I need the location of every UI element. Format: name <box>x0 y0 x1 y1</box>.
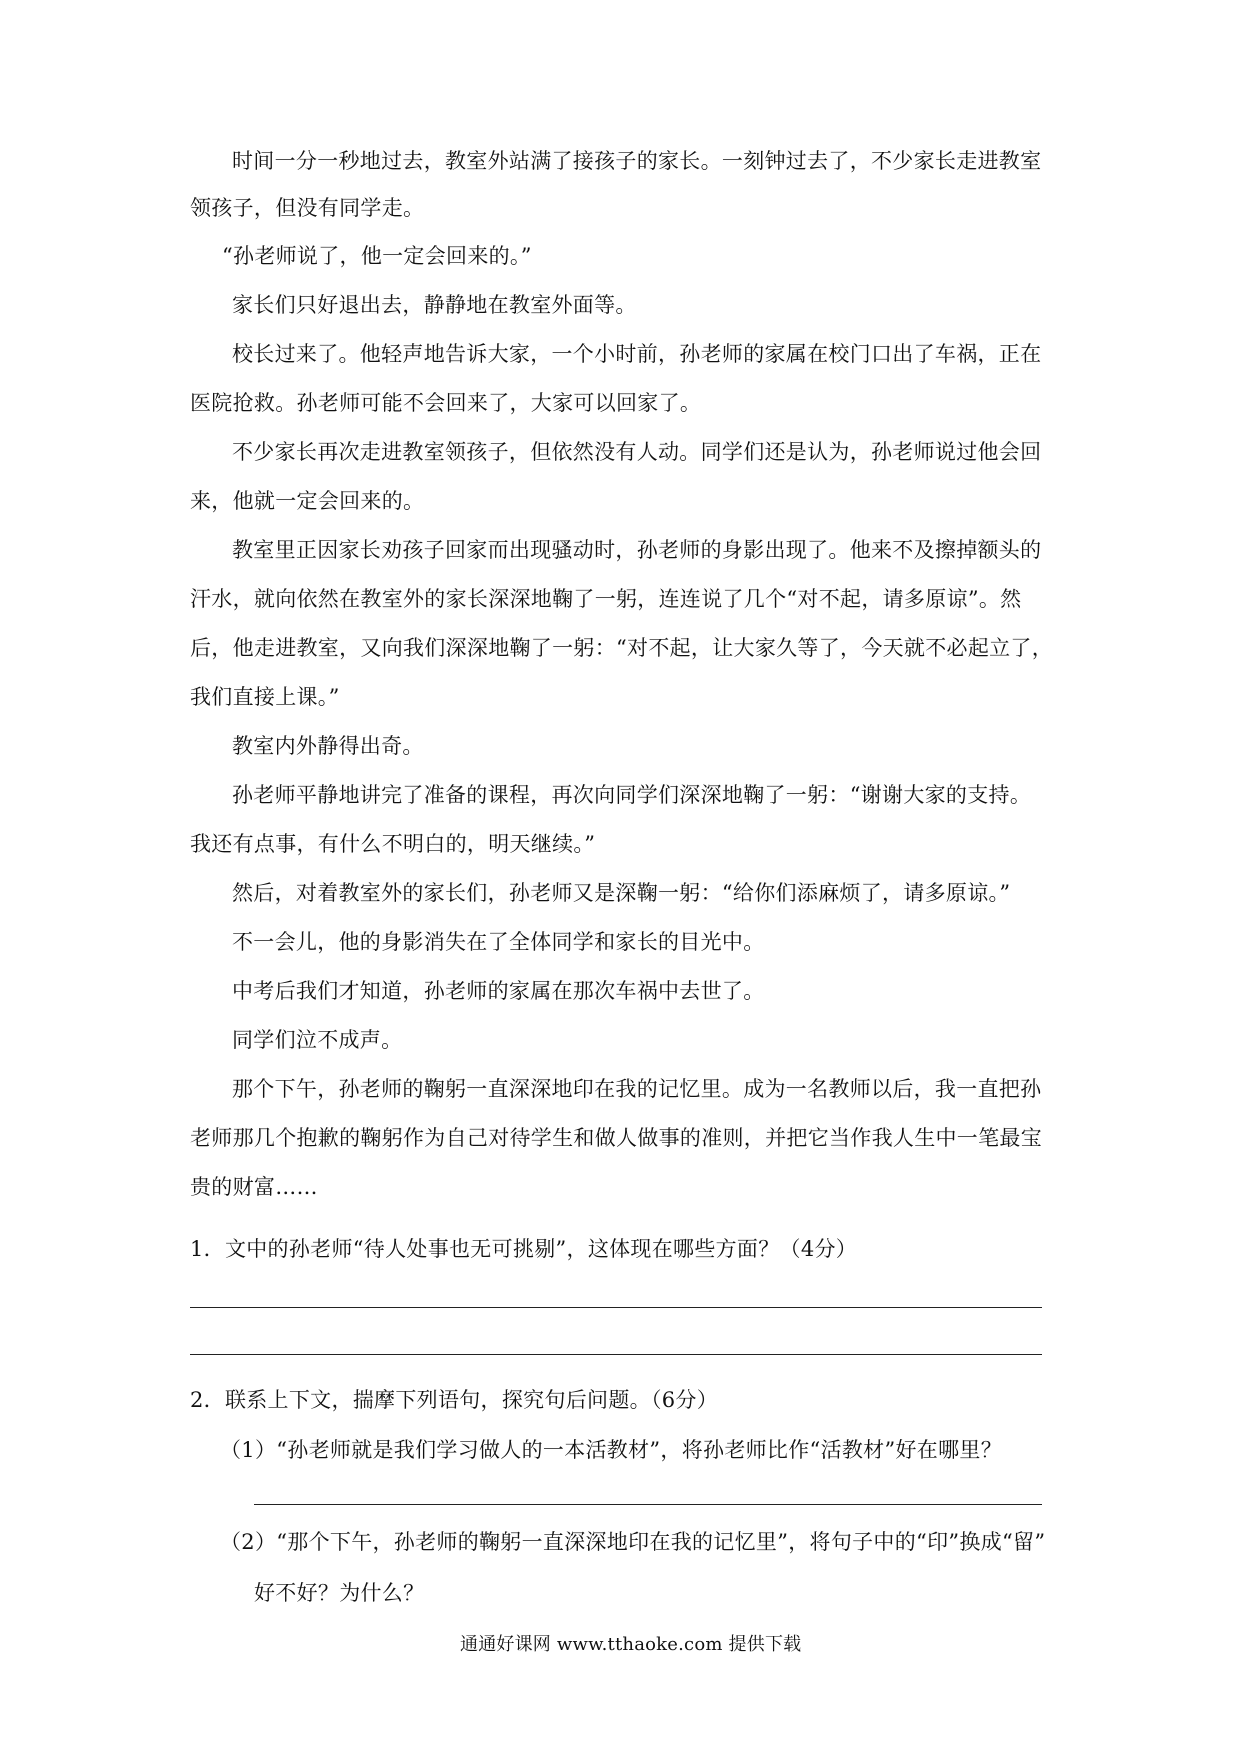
passage-line: 老师那几个抱歉的鞠躬作为自己对待学生和做人做事的准则，并把它当作我人生中一笔最宝 <box>190 1126 1042 1150</box>
passage-line: 时间一分一秒地过去，教室外站满了接孩子的家长。一刻钟过去了，不少家长走进教室 <box>232 149 1042 173</box>
passage-line: 后，他走进教室，又向我们深深地鞠了一躬：“对不起，让大家久等了，今天就不必起立了， <box>190 636 1054 660</box>
passage-line: 教室内外静得出奇。 <box>232 734 424 758</box>
passage-line: 我们直接上课。” <box>190 685 340 709</box>
passage-line: 同学们泣不成声。 <box>232 1028 403 1052</box>
passage-line: 孙老师平静地讲完了准备的课程，再次向同学们深深地鞠了一躬：“谢谢大家的支持。 <box>232 783 1032 807</box>
question-2: 2．联系上下文，揣摩下列语句，探究句后问题。（6分） <box>190 1388 719 1412</box>
passage-line: 教室里正因家长劝孩子回家而出现骚动时，孙老师的身影出现了。他来不及擦掉额头的 <box>232 538 1042 562</box>
passage-line: 领孩子，但没有同学走。 <box>190 196 425 220</box>
answer-line[interactable] <box>254 1504 1042 1505</box>
passage-line: 不少家长再次走进教室领孩子，但依然没有人动。同学们还是认为，孙老师说过他会回 <box>232 440 1042 464</box>
passage-line: 贵的财富…… <box>190 1175 318 1199</box>
passage-line: 汗水，就向依然在教室外的家长深深地鞠了一躬，连连说了几个“对不起，请多原谅”。然 <box>190 587 1022 611</box>
answer-line[interactable] <box>190 1354 1042 1355</box>
question-2-1: （1）“孙老师就是我们学习做人的一本活教材”，将孙老师比作“活教材”好在哪里？ <box>220 1438 1003 1462</box>
passage-line: 不一会儿，他的身影消失在了全体同学和家长的目光中。 <box>232 930 765 954</box>
passage-line: 来，他就一定会回来的。 <box>190 489 425 513</box>
passage-line: 那个下午，孙老师的鞠躬一直深深地印在我的记忆里。成为一名教师以后，我一直把孙 <box>232 1077 1042 1101</box>
passage-line: 中考后我们才知道，孙老师的家属在那次车祸中去世了。 <box>232 979 765 1003</box>
passage-line: 校长过来了。他轻声地告诉大家，一个小时前，孙老师的家属在校门口出了车祸，正在 <box>232 342 1042 366</box>
answer-line[interactable] <box>190 1307 1042 1308</box>
passage-line: 我还有点事，有什么不明白的，明天继续。” <box>190 832 596 856</box>
passage-line: “孙老师说了，他一定会回来的。” <box>222 244 532 268</box>
question-2-2: （2）“那个下午，孙老师的鞠躬一直深深地印在我的记忆里”，将句子中的“印”换成“留” <box>220 1530 1046 1554</box>
question-1: 1．文中的孙老师“待人处事也无可挑剔”，这体现在哪些方面？（4分） <box>190 1237 858 1261</box>
footer-credit: 通通好课网 www.tthaoke.com 提供下载 <box>460 1634 802 1655</box>
question-2-2-continued: 好不好？为什么？ <box>254 1581 425 1605</box>
passage-line: 家长们只好退出去，静静地在教室外面等。 <box>232 293 637 317</box>
passage-line: 然后，对着教室外的家长们，孙老师又是深鞠一躬：“给你们添麻烦了，请多原谅。” <box>232 881 1011 905</box>
passage-line: 医院抢救。孙老师可能不会回来了，大家可以回家了。 <box>190 391 702 415</box>
